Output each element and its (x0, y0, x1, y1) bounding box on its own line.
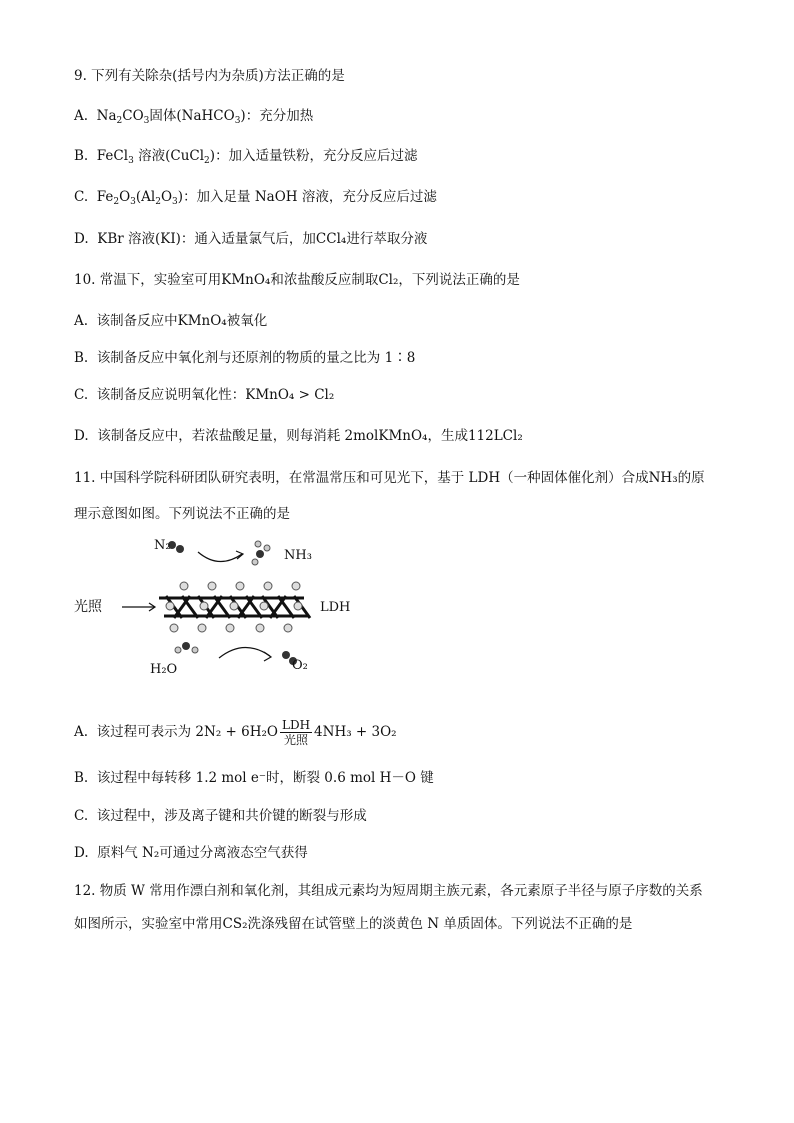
option-text: 该过程中每转移 1.2 mol e⁻时，断裂 0.6 mol H－O 键 (96, 770, 434, 786)
q10-option-d (74, 426, 523, 446)
q9-option-b: B. FeCl$_3$ 溶液(CuCl$_2$)：加入适量铁粉，充分反应后过滤 (74, 148, 418, 166)
nh3-label: NH₃ (284, 548, 312, 563)
option-text: 该制备反应中KMnO₄被氧化 (96, 313, 268, 329)
option-text: 该过程中，涉及离子键和共价键的断裂与形成 (96, 808, 367, 824)
q11-stem-continued: 理示意图如图。下列说法不正确的是 (74, 506, 290, 522)
option-label: B. (74, 148, 89, 164)
condition-label: 光照 (284, 733, 309, 747)
q11-option-d (74, 843, 308, 863)
option-product: 4NH₃ + 3O₂ (314, 724, 397, 740)
o2-label: O₂ (292, 658, 308, 673)
nh3-atom (264, 545, 270, 551)
catalyst-label: LDH (281, 718, 311, 732)
option-label: A. (74, 724, 89, 740)
option-label: D. (74, 428, 89, 444)
option-label: B. (74, 350, 89, 366)
h2o-atom (192, 647, 198, 653)
ldh-atoms (166, 582, 302, 632)
q9-option-d (74, 229, 427, 249)
arrow-h2o-to-o2 (219, 647, 270, 658)
option-text: KBr 溶液(KI)：通入适量氯气后，加CCl₄进行萃取分液 (97, 231, 428, 247)
option-text: ：加入适量铁粉，充分反应后过滤 (215, 148, 418, 164)
option-label: B. (74, 770, 89, 786)
light-label: 光照 (74, 599, 102, 615)
q12-stem: 12. 物质 W 常用作漂白剂和氧化剂，其组成元素均为短周期主族元素，各元素原子半径与原子序数的关系 (74, 883, 703, 899)
q11-option-a (74, 718, 397, 747)
arrowhead-icon (264, 652, 271, 661)
q12-stem-continued: 如图所示，实验室中常用CS₂洗涤残留在试管壁上的淡黄色 N 单质固体。下列说法不正确的是 (74, 916, 633, 932)
o2-atom (282, 651, 290, 659)
option-label: C. (74, 189, 89, 205)
q10-option-b (74, 348, 415, 368)
q11-stem: 11. 中国科学院科研团队研究表明，在常温常压和可见光下，基于 LDH（一种固体催化剂）合成NH₃的原 (74, 470, 705, 486)
option-label: C. (74, 808, 89, 824)
option-text: 该制备反应中氧化剂与还原剂的物质的量之比为 1∶8 (96, 350, 416, 366)
n2-atom (176, 545, 184, 553)
n2-label: N₂ (154, 538, 171, 553)
q9-stem: 9. 下列有关除杂(括号内为杂质)方法正确的是 (74, 68, 345, 84)
option-text: 该制备反应说明氧化性：KMnO₄ > Cl₂ (96, 387, 335, 403)
ldh-label: LDH (320, 600, 351, 615)
option-text: ：加入足量 NaOH 溶液，充分反应后过滤 (183, 189, 437, 205)
q10-stem: 10. 常温下，实验室可用KMnO₄和浓盐酸反应制取Cl₂，下列说法正确的是 (74, 272, 520, 288)
option-label: A. (74, 313, 89, 329)
option-label: C. (74, 387, 89, 403)
option-text: 该制备反应中，若浓盐酸足量，则每消耗 2molKMnO₄，生成112LCl₂ (97, 428, 523, 444)
h2o-atom (182, 642, 190, 650)
reaction-condition (280, 718, 312, 747)
q9-option-a: A. $Na_2CO_3$固体(NaHCO$_3$)：充分加热 (74, 108, 314, 126)
nh3-atom (255, 541, 261, 547)
ldh-reaction-diagram (74, 540, 374, 690)
q11-option-c (74, 806, 367, 826)
option-text: 该过程可表示为 2N₂ + 6H₂O (96, 724, 278, 740)
q10-option-c (74, 385, 334, 405)
option-label: D. (74, 845, 89, 861)
option-label: D. (74, 231, 89, 247)
arrow-n2-to-nh3 (198, 552, 242, 562)
ldh-diagram-svg (74, 540, 374, 690)
nh3-atom (252, 559, 258, 565)
option-text: 原料气 N₂可通过分离液态空气获得 (97, 845, 308, 861)
h2o-atom (175, 647, 181, 653)
q9-option-c: C. $Fe_2O_3(Al_2O_3)$：加入足量 NaOH 溶液，充分反应后过滤 (74, 189, 437, 207)
nh3-atom (256, 550, 264, 558)
h2o-label: H₂O (150, 662, 178, 677)
q11-option-b (74, 768, 434, 788)
option-label: A. (74, 108, 89, 124)
option-text: ：充分加热 (245, 108, 314, 124)
q10-option-a (74, 311, 267, 331)
